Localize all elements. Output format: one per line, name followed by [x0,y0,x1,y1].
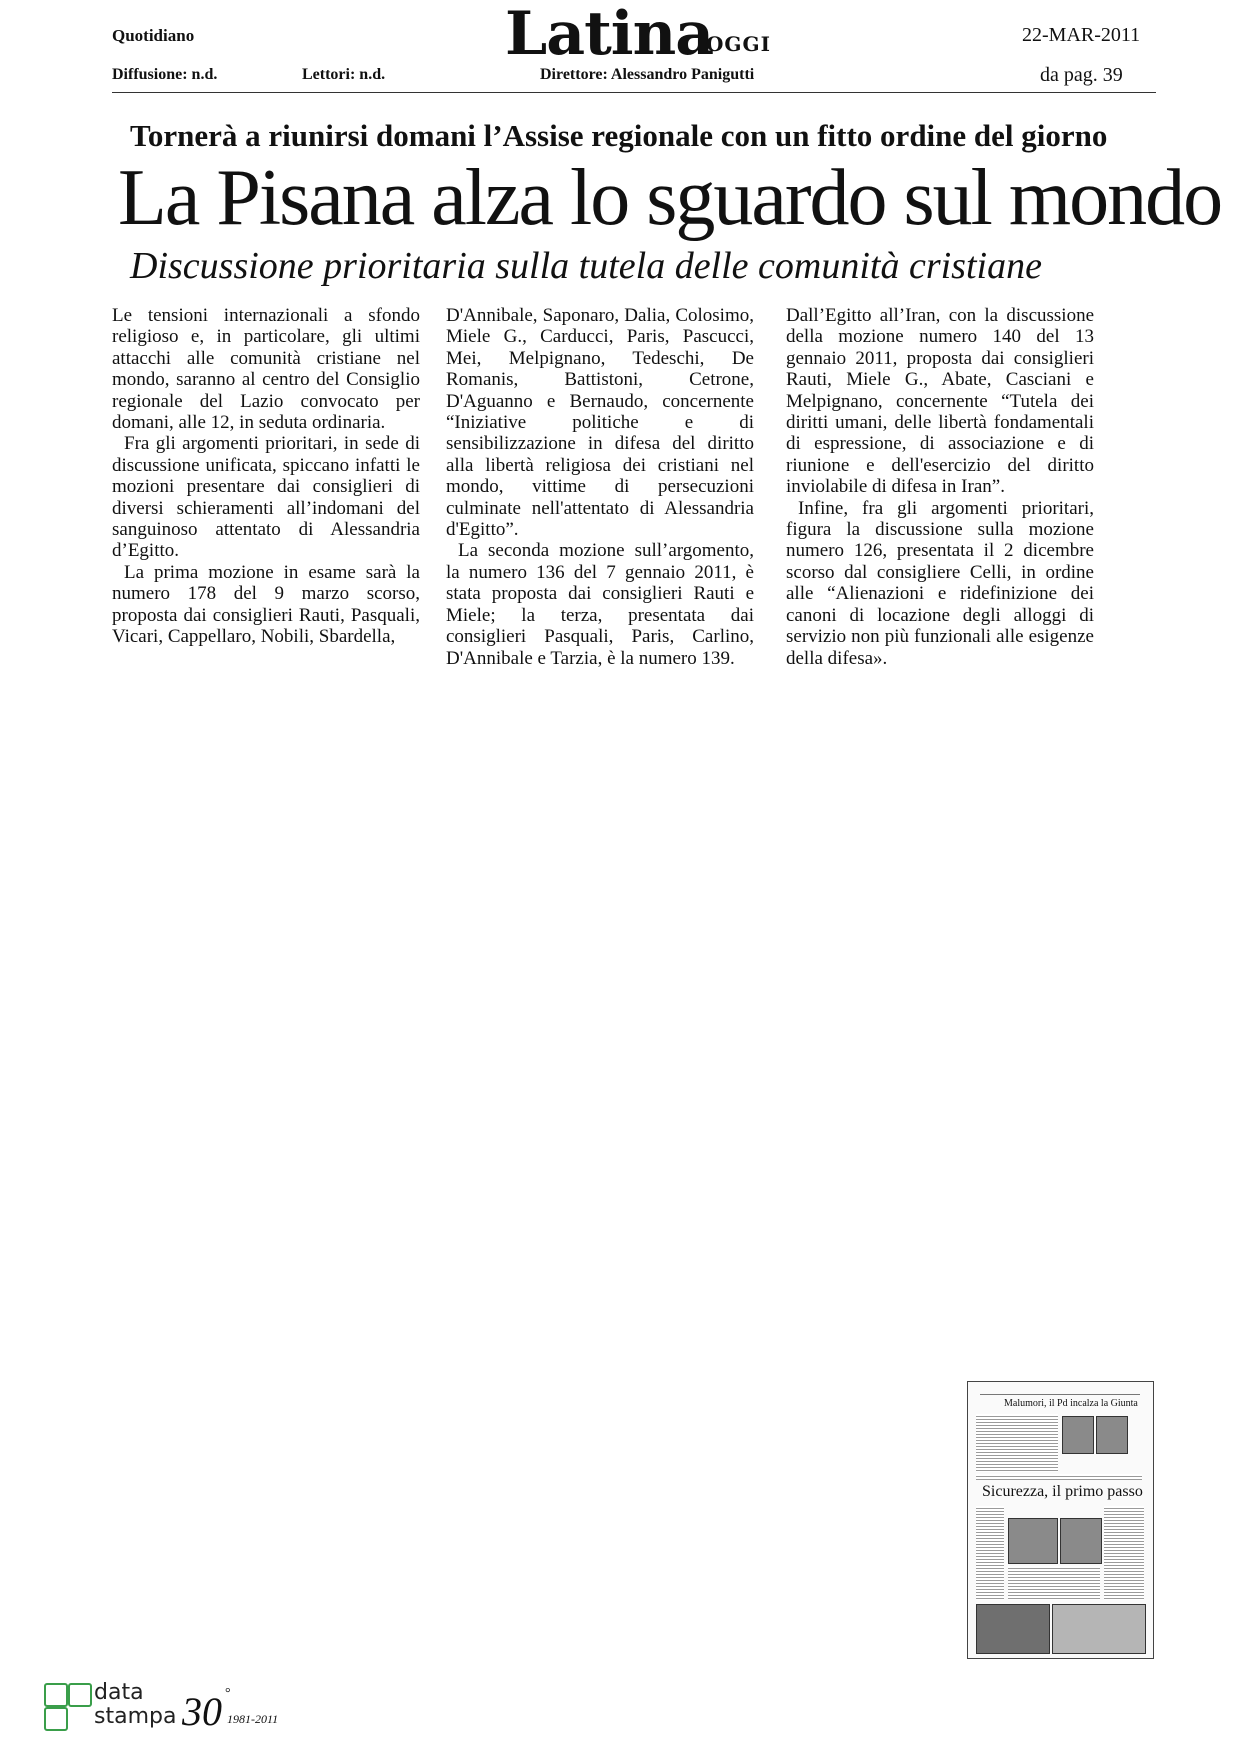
thumbnail-header-rule [980,1388,1140,1395]
paragraph: Fra gli argomenti prioritari, in sede di discussione unificata, spiccano infatti le mozioni presentare dai consiglieri di diversi schieramenti all’indomani del sanguinoso attentato di Alessandria d’Egitto. [112,433,420,562]
article-column-2 [446,305,754,669]
thumbnail-photo [1008,1518,1058,1564]
paragraph: La seconda mozione sull’argomento, la numero 136 del 7 gennaio 2011, è stata proposta dai consiglieri Rauti e Miele; la terza, presentata dai consiglieri Pasquali, Paris, Carlino, D'Annibale e Tarzia, è la numero 139. [446,540,754,669]
thumbnail-text-block [976,1474,1142,1480]
logo-square-icon [44,1707,68,1731]
logo-degree-mark: ° [225,1686,231,1701]
paragraph: Infine, fra gli argomenti prioritari, figura la discussione sulla mozione numero 126, presentata il 2 dicembre scorso dal consigliere Celli, in ordine alle “Alienazioni e ridefinizione dei canoni di locazione degli alloggi di servizio non più funzionali alle esigenze della difesa». [786,497,1094,669]
article-column-3 [786,305,1094,669]
paragraph: Le tensioni internazionali a sfondo religioso e, in particolare, gli ultimi attacchi alle comunità cristiane nel mondo, saranno al centro del Consiglio regionale del Lazio convocato per domani, alle 12, in seduta ordinaria. [112,305,420,434]
diffusione-label: Diffusione: n.d. [112,66,218,83]
article-headline: La Pisana alza lo sguardo sul mondo [118,154,1222,242]
thumbnail-text-block [1008,1566,1100,1600]
thumbnail-photo [1062,1416,1094,1454]
newspaper-type: Quotidiano [112,26,195,45]
thumbnail-photo [1052,1604,1146,1654]
paragraph: La prima mozione in esame sarà la numero 178 del 9 marzo scorso, proposta dai consiglieri Rauti, Pasquali, Vicari, Cappellaro, Nobili, Sbardella, [112,561,420,648]
logo-anniversary-years: 1981-2011 [227,1712,279,1726]
thumbnail-photo [976,1604,1050,1654]
logo-square-icon [44,1683,68,1707]
article-column-1 [112,305,420,648]
logo-anniversary-number: 30 [182,1689,222,1734]
thumbnail-text-block [976,1506,1004,1600]
thumbnail-text-block [976,1414,1058,1472]
page-reference: da pag. 39 [1040,64,1123,86]
thumbnail-photo [1096,1416,1128,1454]
logo-text-stampa: stampa [94,1704,177,1729]
thumbnail-text-block [1104,1506,1144,1600]
thumbnail-headline: Sicurezza, il primo passo [982,1483,1143,1500]
article-kicker: Tornerà a riunirsi domani l’Assise regionale con un fitto ordine del giorno [130,118,1108,153]
header-divider [112,92,1156,93]
issue-date: 22-MAR-2011 [1022,24,1141,46]
masthead-suffix: OGGI [706,32,771,56]
lettori-label: Lettori: n.d. [302,66,386,83]
masthead-logo: Latina [505,0,714,69]
page-thumbnail [967,1381,1154,1659]
paragraph: D'Annibale, Saponaro, Dalia, Colosimo, Miele G., Carducci, Paris, Pascucci, Mei, Melpignano, Tedeschi, De Romanis, Battistoni, Cetrone, D'Aguanno e Bernaudo, concernente “Iniziative politiche e di sensibilizzazione in difesa del diritto alla libertà religiosa dei cristiani nel mondo, vittime di persecuzioni culminate nell'attentato di Alessandria d'Egitto”. [446,305,754,541]
direttore-label: Direttore: Alessandro Panigutti [540,66,755,83]
article-deck: Discussione prioritaria sulla tutela delle comunità cristiane [130,245,1042,287]
logo-square-icon [68,1683,92,1707]
thumbnail-headline: Malumori, il Pd incalza la Giunta [1004,1398,1138,1409]
logo-text-data: data [94,1680,144,1705]
paragraph: Dall’Egitto all’Iran, con la discussione della mozione numero 140 del 13 gennaio 2011, proposta dai consiglieri Rauti, Miele G., Abate, Casciani e Melpignano, concernente “Tutela dei diritti umani, delle libertà fondamentali di espressione, di associazione e di riunione e dell'esercizio del diritto inviolabile di difesa in Iran”. [786,305,1094,498]
thumbnail-photo [1060,1518,1102,1564]
